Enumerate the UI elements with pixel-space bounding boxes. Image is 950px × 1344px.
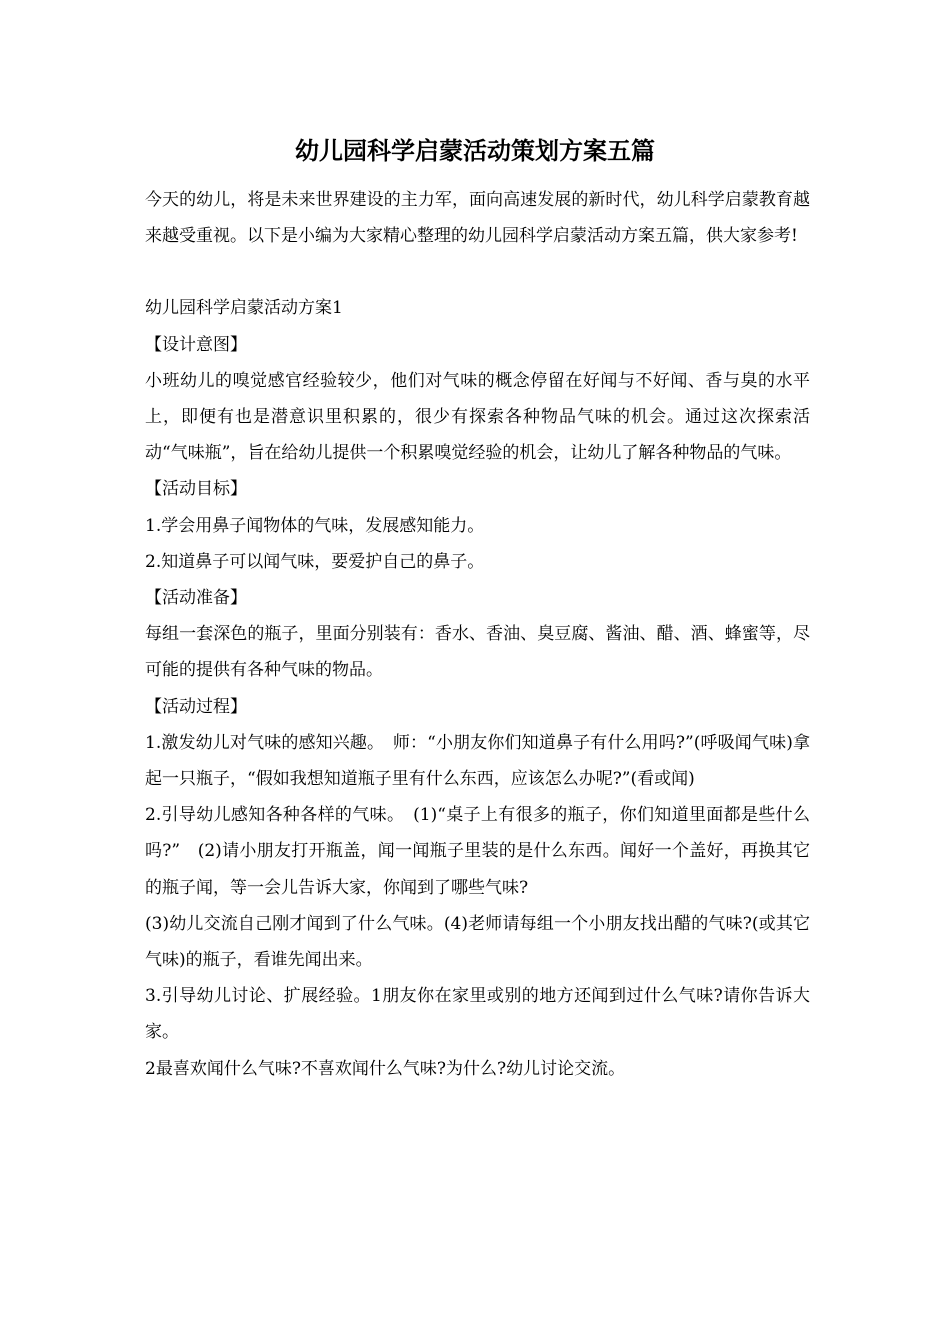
goal-item-2: 2.知道鼻子可以闻气味，要爱护自己的鼻子。	[145, 551, 485, 572]
process-step-3-continued: 2最喜欢闻什么气味?不喜欢闻什么气味?为什么?幼儿讨论交流。	[145, 1058, 626, 1079]
process-step-3: 3.引导幼儿讨论、扩展经验。1朋友你在家里或别的地方还闻到过什么气味?请你告诉大家。	[145, 986, 810, 1043]
process-step-1: 1.激发幼儿对气味的感知兴趣。 师：“小朋友你们知道鼻子有什么用吗?”(呼吸闻气味)拿起一只瓶子，“假如我想知道瓶子里有什么东西，应该怎么办呢?”(看或闻)	[145, 732, 810, 790]
document-title: 幼儿园科学启蒙活动策划方案五篇	[295, 136, 655, 165]
process-step-2-continued: (3)幼儿交流自己刚才闻到了什么气味。(4)老师请每组一个小朋友找出醋的气味?(或其它气味)的瓶子，看谁先闻出来。	[145, 913, 810, 971]
design-paragraph: 小班幼儿的嗅觉感官经验较少，他们对气味的概念停留在好闻与不好闻、香与臭的水平上，即便有也是潜意识里积累的，很少有探索各种物品气味的机会。通过这次探索活动“气味瓶”，旨在给幼儿提供一个积累嗅觉经验的机会，让幼儿了解各种物品的气味。	[145, 370, 810, 464]
document-body	[145, 182, 810, 1087]
process-heading: 【活动过程】	[145, 696, 247, 717]
prep-paragraph: 每组一套深色的瓶子，里面分别装有：香水、香油、臭豆腐、酱油、醋、酒、蜂蜜等，尽可能的提供有各种气味的物品。	[145, 624, 810, 681]
process-step-2: 2.引导幼儿感知各种各样的气味。 (1)“桌子上有很多的瓶子，你们知道里面都是些什么吗?” (2)请小朋友打开瓶盖，闻一闻瓶子里装的是什么东西。闻好一个盖好，再换其它的瓶子闻，等一会儿告诉大家，你闻到了哪些气味?	[145, 805, 810, 898]
intro-paragraph: 今天的幼儿，将是未来世界建设的主力军，面向高速发展的新时代，幼儿科学启蒙教育越来越受重视。以下是小编为大家精心整理的幼儿园科学启蒙活动方案五篇，供大家参考!	[145, 190, 810, 247]
prep-heading: 【活动准备】	[145, 588, 247, 609]
design-heading: 【设计意图】	[145, 334, 247, 355]
goals-heading: 【活动目标】	[145, 479, 247, 500]
section-title: 幼儿园科学启蒙活动方案1	[145, 298, 343, 319]
paragraph-spacer	[145, 254, 810, 290]
goal-item-1: 1.学会用鼻子闻物体的气味，发展感知能力。	[145, 515, 485, 536]
